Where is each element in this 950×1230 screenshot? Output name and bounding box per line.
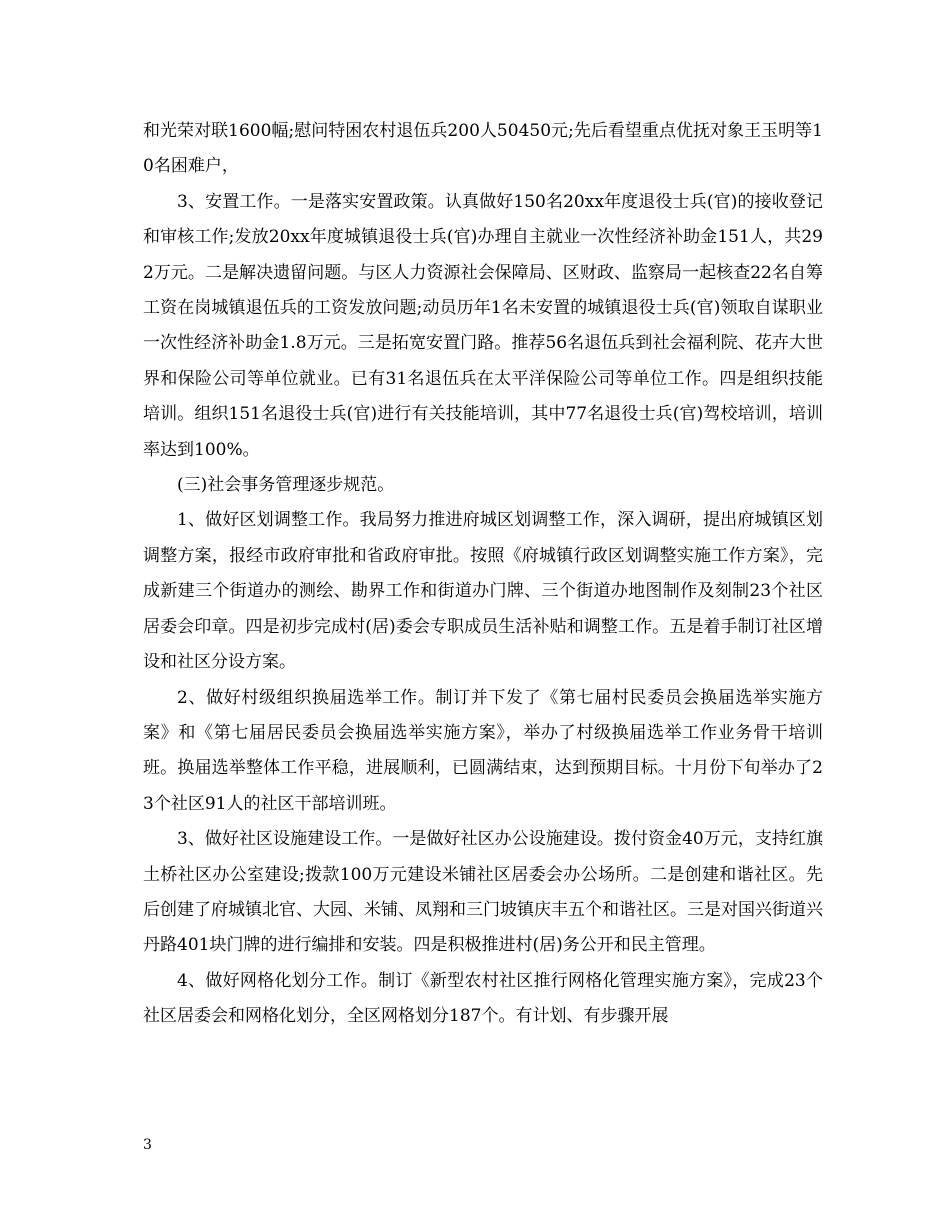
- paragraph-5: 2、做好村级组织换届选举工作。制订并下发了《第七届村民委员会换届选举实施方案》和《第七届居民委员会换届选举实施方案》，举办了村级换届选举工作业务骨干培训班。换届选举整体工作平稳，进展顺利，已圆满结束，达到预期目标。十月份下旬举办了23个社区91人的社区干部培训班。: [143, 687, 823, 814]
- paragraph-1: 和光荣对联1600幅;慰问特困农村退伍兵200人50450元;先后看望重点优抚对象王玉明等10名困难户，: [143, 121, 823, 177]
- page-number: 3: [143, 1137, 152, 1153]
- document-body: [143, 114, 823, 1035]
- paragraph-2: 3、安置工作。一是落实安置政策。认真做好150名20xx年度退役士兵(官)的接收登记和审核工作;发放20xx年度城镇退役士兵(官)办理自主就业一次性经济补助金151人，共292万元。二是解决遗留问题。与区人力资源社会保障局、区财政、监察局一起核查22名自筹工资在岗城镇退伍兵的工资发放问题;动员历年1名未安置的城镇退役士兵(官)领取自谋职业一次性经济补助金1.8万元。三是拓宽安置门路。推荐56名退伍兵到社会福利院、花卉大世界和保险公司等单位就业。已有31名退伍兵在太平洋保险公司等单位工作。四是组织技能培训。组织151名退役士兵(官)进行有关技能培训，其中77名退役士兵(官)驾校培训，培训率达到100%。: [143, 191, 823, 460]
- paragraph-3: (三)社会事务管理逐步规范。: [177, 475, 395, 496]
- paragraph-4: 1、做好区划调整工作。我局努力推进府城区划调整工作，深入调研，提出府城镇区划调整方案，报经市政府审批和省政府审批。按照《府城镇行政区划调整实施工作方案》，完成新建三个街道办的测绘、勘界工作和街道办门牌、三个街道办地图制作及刻制23个社区居委会印章。四是初步完成村(居)委会专职成员生活补贴和调整工作。五是着手制订社区增设和社区分设方案。: [143, 510, 823, 673]
- paragraph-6: 3、做好社区设施建设工作。一是做好社区办公设施建设。拨付资金40万元，支持红旗土桥社区办公室建设;拨款100万元建设米铺社区居委会办公场所。二是创建和谐社区。先后创建了府城镇北官、大园、米铺、凤翔和三门坡镇庆丰五个和谐社区。三是对国兴街道兴丹路401块门牌的进行编排和安装。四是积极推进村(居)务公开和民主管理。: [143, 829, 823, 956]
- paragraph-7: 4、做好网格化划分工作。制订《新型农村社区推行网格化管理实施方案》，完成23个社区居委会和网格化划分，全区网格划分187个。有计划、有步骤开展: [143, 970, 823, 1027]
